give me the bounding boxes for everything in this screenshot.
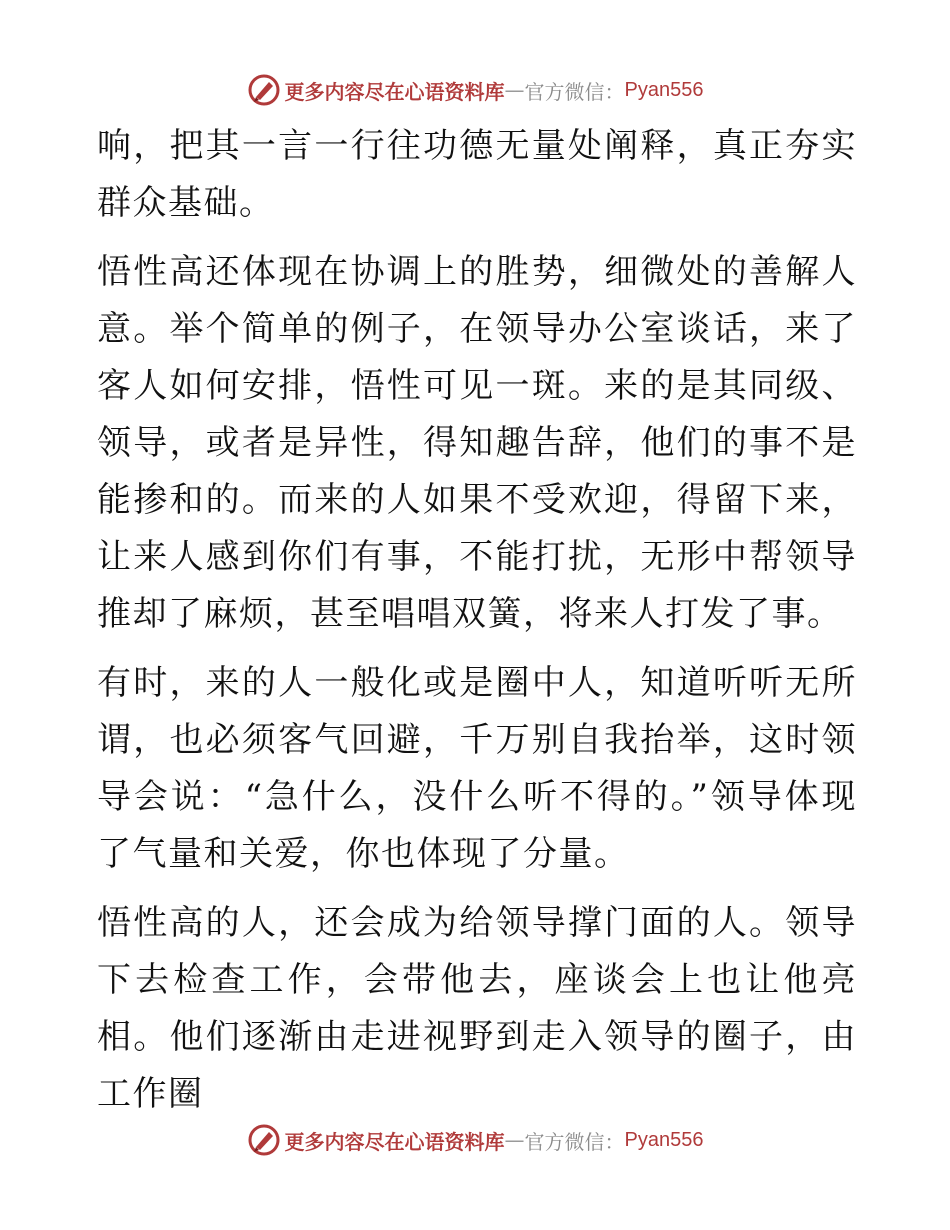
watermark-dash: — <box>504 1128 525 1152</box>
paragraph-3: 有时，来的人一般化或是圈中人，知道听听无所谓，也必须客气回避，千万别自我抬举，这时领导会说：“急什么，没什么听不得的。”领导体现了气量和关爱，你也体现了分量。 <box>97 663 857 874</box>
paragraph-4: 悟性高的人，还会成为给领导撑门面的人。领导下去检查工作，会带他去，座谈会上也让他亮相。他们逐渐由走进视野到走入领导的圈子，由工作圈 <box>97 903 857 1114</box>
header-watermark <box>0 70 950 110</box>
pen-logo-icon <box>247 1123 281 1157</box>
watermark-wechat-id: Pyan556 <box>624 78 704 101</box>
watermark-wechat-label: 官方微信： <box>524 1129 625 1154</box>
paragraph-2: 悟性高还体现在协调上的胜势，细微处的善解人意。举个简单的例子，在领导办公室谈话，来了客人如何安排，悟性可见一斑。来的是其同级、领导，或者是异性，得知趣告辞，他们的事不是能掺和的。而来的人如果不受欢迎，得留下来，让来人感到你们有事，不能打扰，无形中帮领导推却了麻烦，甚至唱唱双簧，将来人打发了事。 <box>97 252 857 634</box>
watermark-main-text: 更多内容尽在心语资料库 <box>284 1129 505 1154</box>
watermark-wechat-id: Pyan556 <box>624 1128 704 1151</box>
watermark-main-text: 更多内容尽在心语资料库 <box>284 79 505 104</box>
footer-watermark <box>0 1120 950 1160</box>
watermark-wechat-label: 官方微信： <box>524 79 625 104</box>
pen-logo-icon <box>247 73 281 107</box>
paragraph-1: 响，把其一言一行往功德无量处阐释，真正夯实群众基础。 <box>97 126 857 223</box>
watermark-dash: — <box>504 78 525 102</box>
document-body <box>97 118 857 1123</box>
